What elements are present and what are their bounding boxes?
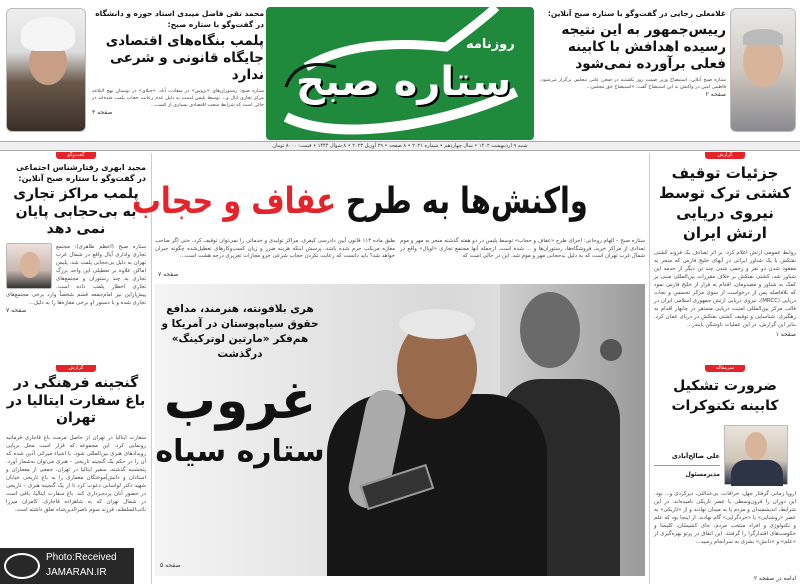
kicker: محمد تقی فاضل میبدی استاد حوزه و دانشگاه در گفت‌وگو با ستاره صبح: xyxy=(95,9,264,29)
watermark-line-2: JAMARAN.IR xyxy=(46,567,107,578)
section-tag: سرمقاله xyxy=(705,365,745,372)
main-body-right: ستاره صبح – الهام روحانی: اجرای طرح «عفاف و حجاب» توسط پلیس در دو هفته گذشته منجر به مهر و موم تعدادی از مراکز خرید، فروشگاه‌ها، رستوران‌ها و ... شده است. ازجمله آنها مجتمع تجاری «اوپال» واقع در شمال غرب تهران است که به دلیل بدحجابی مهر و موم شد. این در حالی است که xyxy=(400,238,645,260)
salehabadi-photo xyxy=(724,425,788,485)
watermark-line-1: Photo:Received xyxy=(46,552,117,563)
page-ref[interactable]: صفحه ۷ xyxy=(158,271,179,278)
headline[interactable]: رییس‌جمهور به این نتیجه رسیده اهدافش با کابینه فعلی برآورده نمی‌شود xyxy=(561,22,726,72)
summary: ستاره صبح: رستوران‌های «نژوس» در سعادت آباد، «جبلای» در بوستان نهج البلاغه مرکز تجاری اپال و... توسط پلیس امنیت به دلیل عدم رعایت حجاب پلمب شده‌اند در حالی است که شرایط سخت اقتصادی بسیاری از کسب... xyxy=(92,88,264,108)
headline-black: واکنش‌ها به طرح xyxy=(346,181,589,222)
right-story-1[interactable] xyxy=(654,163,796,362)
rajaei-photo xyxy=(730,8,796,132)
top-left-story[interactable] xyxy=(92,8,264,140)
photo-watermark xyxy=(0,548,134,584)
page-ref[interactable]: صفحه ۵ xyxy=(160,562,181,569)
page-ref[interactable]: صفحه ۱ xyxy=(775,331,796,338)
left-story-2-body: سفارت ایتالیا در تهران از حاصل مرمت باغ قاجاری فرمانیه رونمایی کرد. این مجموعه که قرار است محل برپایی رویدادهای هنری بین‌المللی شود، با اشیاء میراثی آذین شده که آن را در حکم یک گنجینه تاریخی – هنری می‌توان به‌شمار آورد. پنجشنبه گذشته، سفیر ایتالیا در تهران، جمعی از معماران و استادان و دانش‌آموختگان معماری را به باغ تاریخی خیابان شهید دکتر لواسانی دعوت کرد تا از یک گنجینه هنری – تاریخی در حضور آنان پرده‌برداری کند. باغ سفارت ایتالیا، باقی است در شمال تهران که به شاهزاده قاجاری، کامران میرزا نائب‌السلطنه، فرزند سوم ناصرالدین‌شاه تعلق داشته است. xyxy=(6,434,146,513)
belafonte-photo xyxy=(327,299,547,576)
dateline: شنبه ۹ اردیبهشت ۱۴۰۲ • سال چهاردهم • شماره ۲۰۲۱ • ۸ صفحه • ۲۹ آوریل ۲۰۲۳ • ۸ شوال ۱۴۴۴ • قیمت: ۸۰۰۰ تومان xyxy=(272,143,528,149)
headline-red: عفاف و حجاب xyxy=(132,181,337,222)
abhari-photo xyxy=(6,243,52,289)
kicker: غلامعلی رجایی در گفت‌وگو با ستاره صبح آنلاین: xyxy=(547,9,726,18)
feature-photo-area xyxy=(155,284,645,576)
page-ref[interactable]: صفحه ۳ xyxy=(92,108,113,116)
logo-prefix: روزنامه xyxy=(466,37,515,52)
page-ref[interactable]: ادامه در صفحه ۲ xyxy=(753,575,796,582)
cleric-photo xyxy=(6,8,86,132)
page-ref[interactable]: صفحه ۷ xyxy=(6,306,27,314)
headline[interactable]: ضرورت تشکیل کابینه تکنوکرات xyxy=(671,378,779,414)
kicker: مجید ابهری رفتارشناس اجتماعی در گفت‌وگو با ستاره صبح آنلاین: xyxy=(16,163,146,183)
jamaran-logo-icon xyxy=(4,553,40,579)
top-right-story[interactable] xyxy=(540,8,726,140)
section-tag: گفت‌وگو xyxy=(56,152,96,159)
right-story-1-body: روابط عمومی ارتش اعلام کرد: بر اثر تصادف یک فروند کشتی نفتکش با یک شناور ایرانی در آبهای خلیج فارس که منجر به مفقود شدن دو نفر و زخمی شدن چند تن دیگر از خدمه این شناور شد، کشتی نفتکش بر خلاف مقررات بین‌المللی مبنی بر کمک به شناور و مصدومان، اقدام به فرار از خلیج فارس نمود که بلافاصله پس از درخواست از سوی مرکز تجسس و نجات دریایی (MRCC)، نیروی دریایی ارتش جمهوری اسلامی ایران در قالب مرکز بین‌المللی امنیت دریایی مستقر در چابهار اقدام به رهگیری، شناسایی و توقیف کشتی نفتکش در دریای عمان کرد. بنابر این گزارش، در این عملیات ناوشکن بایندر... xyxy=(654,250,796,328)
logo-text: ستاره صبح xyxy=(296,59,512,105)
left-story-1-body-wrap xyxy=(6,243,146,307)
dateline-bar xyxy=(0,141,800,151)
right-story-2-body: اروپا زمانی گرفتار جهل، خرافات، بی‌عدالتی، دیرکردی و... بود. این دوران را قرون‌وسطی یا عصر تاریکی نامیده‌اند. در این شرایط، اندیشمندان و مردم پا به میدان نهادند و از «تاریکی» به عصر «روشنایی» یا «خردگرایی» گام نهادند. از اینجا بود که علم و تکنولوژی و افراد منتخب مردم، جای کشیشان، کلیسا و حکومت‌های اقتدارگرا را گرفتند. این اتفاق در پرتو بهره‌گیری از «علم» و «دانش» بشری به سرانجام رسید... xyxy=(654,491,796,545)
section-tag: گزارش xyxy=(56,365,96,372)
author-name: علی صالح‌آبادی xyxy=(671,452,720,460)
section-tag: گزارش xyxy=(705,152,745,159)
author-role: مدیرمسئول xyxy=(685,471,720,478)
page-ref[interactable]: صفحه ۲ xyxy=(705,90,726,98)
left-story-1-body: ستاره صبح (اعظم طاهری): مجتمع تجاری واداری اُپال واقع در شمال غرب تهران به دلیل بی‌حجابی پلمب شد. پلیس اماکن علاوه بر تعطیلی این واحد بزرگ تجاری به چند رستوران و مجتمع‌های تجاری اخطار پلمب داده است. پیش‌ازاین نیز امام‌جمعه قشم شخصاً وارد برخی مجتمع‌های تجاری شده و با دستور او برخی مغازه‌ها را به دلیل... xyxy=(6,243,146,306)
headline[interactable]: جزئیات توقیف کشتی ترک توسط نیروی دریایی ارتش ایران xyxy=(659,164,791,242)
feature-story[interactable] xyxy=(155,284,325,554)
feature-title-2[interactable]: ستاره سیاه xyxy=(155,434,325,469)
feature-title-1[interactable]: غروب xyxy=(163,371,317,431)
main-headline[interactable] xyxy=(132,176,645,230)
summary: ستاره صبح آنلاین: استیضاح وزیر صمت روز یکشنبه در صحن علنی مجلس برگزار می‌شود. فاطمی امین در واکنش به این استیضاح گفت: «استیضاح حق مجلس... xyxy=(540,77,726,90)
author-divider xyxy=(654,465,720,466)
column-divider xyxy=(649,153,650,584)
feature-subhead: هری بلافونته، هنرمند، مدافع حقوق سیاه‌پوستان در آمریکا و هم‌فکر «مارتین لوترکینگ» درگذشت xyxy=(161,303,319,360)
right-story-2[interactable] xyxy=(654,376,796,422)
headline[interactable]: گنجینه فرهنگی در باغ سفارت ایتالیا در تهران xyxy=(6,375,146,426)
headline[interactable]: پلمب مراکز تجاری به بی‌حجابی پایان نمی دهد xyxy=(13,186,139,237)
masthead-logo xyxy=(266,7,534,140)
headline[interactable]: پلمب بنگاه‌های اقتصادی جایگاه قانونی و شرعی ندارد xyxy=(105,33,264,83)
main-body-left: طبق ماده ۱۱۴ قانون آیین دادرسی کیفری، مراکز تولیدی و خدماتی را نمی‌توان توقیف کرد، حتی اگر صاحب مغازه مرتکب جرم شده باشد. پرسش اینکه هزینه ضرر و زیان کسب‌وکارهای تعطیل‌شده چگونه جبران خواهد شد؟ باید دانست که رعایت نکردن حجاب شرعی جزو مجازات تعزیری درجه هشت است... xyxy=(155,238,395,260)
